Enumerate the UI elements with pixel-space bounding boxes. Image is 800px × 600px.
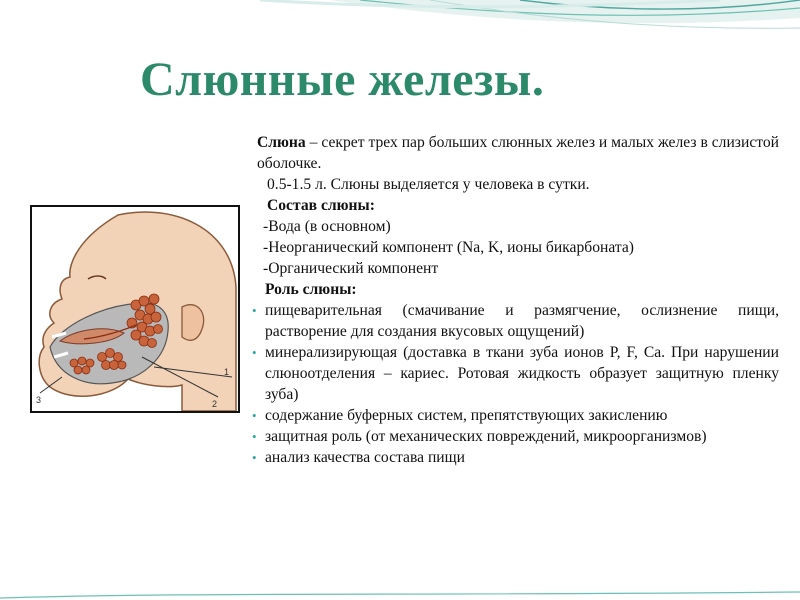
bullet-icon: • (252, 429, 257, 444)
figure-label-3: 3 (36, 395, 42, 405)
figure-label-1: 1 (224, 367, 230, 377)
salivary-glands-illustration (30, 205, 240, 413)
role-item (252, 300, 779, 342)
figure-label-2: 2 (212, 399, 218, 409)
intro-paragraph (257, 132, 779, 174)
role-item (252, 405, 779, 426)
role-item-text: анализ качества состава пищи (265, 449, 465, 466)
composition-item: -Органический компонент (263, 260, 439, 277)
role-heading: Роль слюны: (265, 281, 357, 298)
role-item (252, 426, 779, 447)
slide-content (252, 132, 779, 468)
role-item-text: пищеварительная (смачивание и размягчение, ослизнение пищи, растворение для создания вкусовых ощущений) (265, 302, 779, 340)
composition-item: -Вода (в основном) (263, 218, 391, 235)
role-item (252, 342, 779, 405)
footer-decoration (0, 590, 800, 600)
saliva-definition: – секрет трех пар больших слюнных желез и малых желез в слизистой оболочке. (257, 134, 779, 172)
slide-title: Слюнные железы. (140, 53, 545, 106)
composition-item: -Неорганический компонент (Na, K, ионы бикарбоната) (263, 239, 634, 256)
saliva-amount: 0.5-1.5 л. Слюны выделяется у человека в сутки. (267, 176, 590, 193)
saliva-term: Слюна (257, 134, 306, 151)
role-item (252, 447, 779, 468)
composition-heading: Состав слюны: (267, 197, 375, 214)
role-item-text: защитная роль (от механических повреждений, микроорганизмов) (265, 428, 707, 445)
role-item-text: минерализирующая (доставка в ткани зуба ионов P, F, Ca. При нарушении слюноотделения – кариес. Ротовая жидкость образует защитную пленку зуба) (265, 344, 779, 403)
bullet-icon: • (252, 408, 257, 423)
bullet-icon: • (252, 450, 257, 465)
head-anatomy-image (32, 207, 238, 411)
role-item-text: содержание буферных систем, препятствующих закислению (265, 407, 668, 424)
bullet-icon: • (252, 303, 257, 318)
role-list (252, 300, 779, 468)
bullet-icon: • (252, 345, 257, 360)
